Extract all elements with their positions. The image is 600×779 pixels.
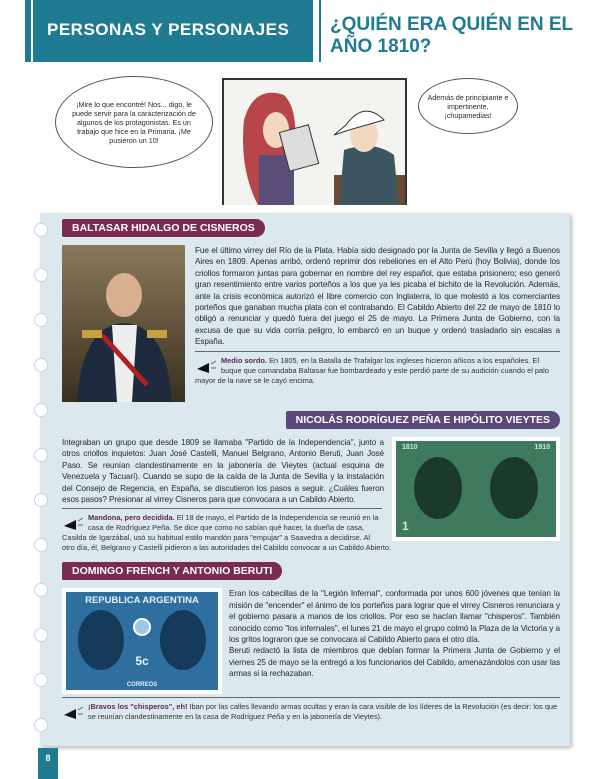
megaphone-icon	[62, 706, 84, 720]
section-text: Integraban un grupo que desde 1809 se llamaba "Partido de la Independencia", junto a otros criollos inquietos: Juan José Castelli, Manuel Belgrano, Antonio Beruti, Juan José Paso. Se reunían clandestinamente en la jabonería de Vieytes (actual esquina de Venezuela y Tacuarí). Cuando se supo de la caída de la Junta de Sevilla y la instalación del Consejo de Regencia, en España, se discutieron los pasos a seguir. ¿Cuáles fueron esos pasos? Presionar al virrey Cisneros para que convocara a un Cabildo Abierto.	[62, 438, 384, 505]
section-label-cisneros: BALTASAR HIDALGO DE CISNEROS	[62, 219, 265, 237]
note-title: Mandona, pero decidida.	[88, 513, 175, 523]
cisneros-portrait	[62, 245, 185, 402]
section-french-beruti	[62, 588, 560, 722]
section-header	[25, 0, 313, 62]
divider	[62, 697, 560, 698]
binder-hole	[34, 358, 48, 372]
stamp-country: REPUBLICA ARGENTINA	[85, 595, 199, 607]
comic-illustration	[222, 78, 407, 205]
binder-hole	[34, 313, 48, 327]
megaphone-icon	[62, 517, 84, 531]
section-name: PERSONAS Y PERSONAJES	[47, 20, 290, 39]
section-text: Eran los cabecillas de la "Legión Infernal", conformada por unos 600 jóvenes que tenían la misión de "encender" el ánimo de los porteños para lograr que el virrey Cisneros renunciara y el gobierno pasara a manos de los criollos. Por eso se hacían llamar "chisperos". También conocido como "los infernales", el lunes 21 de mayo el grupo colmó la Plaza de la Victoria y a los gritos lograron que se convocara al Cabildo Abierto para el otro día.	[229, 589, 560, 645]
note-title: Medio sordo.	[221, 355, 267, 365]
note-title: ¡Bravos los "chisperos", eh!	[88, 702, 188, 712]
binder-hole	[34, 268, 48, 282]
megaphone-icon	[195, 360, 217, 374]
stamp-year: 1810	[402, 444, 418, 451]
content-panel	[40, 213, 570, 746]
stamp-year: 1910	[534, 444, 550, 451]
binder-hole	[34, 538, 48, 552]
section-label-pena-vieytes: NICOLÁS RODRÍGUEZ PEÑA E HIPÓLITO VIEYTES	[286, 411, 560, 429]
binder-hole	[34, 718, 48, 732]
note-text: El 18 de mayo, el Partido de la Independencia se reunió en la casa de Rodríguez Peña. Se dice que como no sabían qué hacer, la dueña de casa, Casilda de Igarzábal, usó su habitual estilo mandón para "empujar" a Saavedra a decidirse. Al otro día, él, Belgrano y Castelli pidieron a las autoridades del Cabildo convocar a un Cabildo Abierto.	[62, 513, 392, 553]
binder-hole	[34, 493, 48, 507]
divider	[62, 508, 382, 509]
binder-hole	[34, 583, 48, 597]
section-text-2: Beruti redactó la lista de miembros que debían formar la Primera Junta de Gobierno y el viernes 25 de mayo se la entregó a los funcionarios del Cabildo, amenazándolos con usar las armas si la rechazaban.	[229, 646, 560, 679]
note-text: En 1805, en la Batalla de Trafalgar los ingleses hicieron añicos a los españoles. El buque que comandaba Baltasar fue bombardeado y este perdió parte de su audición cuando el palo mayor de la nave se le cayó encima.	[195, 355, 549, 385]
binder-hole	[34, 223, 48, 237]
fact-note	[195, 356, 560, 386]
stamp-label: CORREOS	[126, 682, 158, 689]
divider	[195, 351, 560, 352]
speech-bubble: ¡Mire lo que encontré! Nos... digo, le puede servir para la caracterización de algunos de los protagonistas. Es un trabajo que hice en la Primaria. ¡Me pusieron un 10!	[55, 76, 213, 168]
binder-hole	[34, 448, 48, 462]
section-text: Fue el último virrey del Río de la Plata. Había sido designado por la Junta de Sevilla y llegó a Buenos Aires en 1809. Apenas arribó, ordenó reprimir dos rebeliones en el Alto Perú (hoy Bolivia), donde los criollos formaron juntas para gobernar en nombre del rey español, que estaba prisionero; eso generó gran resentimiento entre varios porteños a los que ya les picaba el bichito de la Revolución. Además, ante la crisis económica autorizó el libre comercio con Inglaterra, lo que molestó a los comerciantes porteños que ganaban mucha plata con el contrabando. El Cabildo Abierto del 22 de mayo de 1810 lo obligó a renunciar y quedó fuera del juego el 25 de mayo. La Primera Junta de Gobierno, con la excusa de que su vida corría peligro, lo embarcó en un buque y ordenó trasladarlo sin escalas a España.	[195, 246, 560, 347]
binder-hole	[34, 673, 48, 687]
blue-stamp	[62, 588, 222, 694]
green-stamp	[392, 437, 560, 541]
section-pena-vieytes	[62, 437, 560, 553]
page-title: ¿QUIÉN ERA QUIÉN EN EL AÑO 1810?	[330, 14, 573, 57]
stamp-value: 5c	[135, 654, 149, 669]
fact-note	[62, 702, 560, 722]
stamp-value: 1	[402, 519, 409, 533]
page-number: 8	[38, 748, 58, 779]
thought-bubble: Además de principiante e impertinente, ¡chupamedias!	[418, 78, 518, 134]
section-label-french-beruti: DOMINGO FRENCH Y ANTONIO BERUTI	[62, 562, 282, 580]
note-text: Iban por las calles llevando armas ocultas y eran la cara visible de los líderes de la Revolución (es decir: los que se reunían clandestinamente en la casa de Rodríguez Peña y en la jabonería de Vieytes).	[88, 702, 558, 722]
section-cisneros	[62, 245, 560, 402]
binder-hole	[34, 628, 48, 642]
binder-hole	[34, 403, 48, 417]
